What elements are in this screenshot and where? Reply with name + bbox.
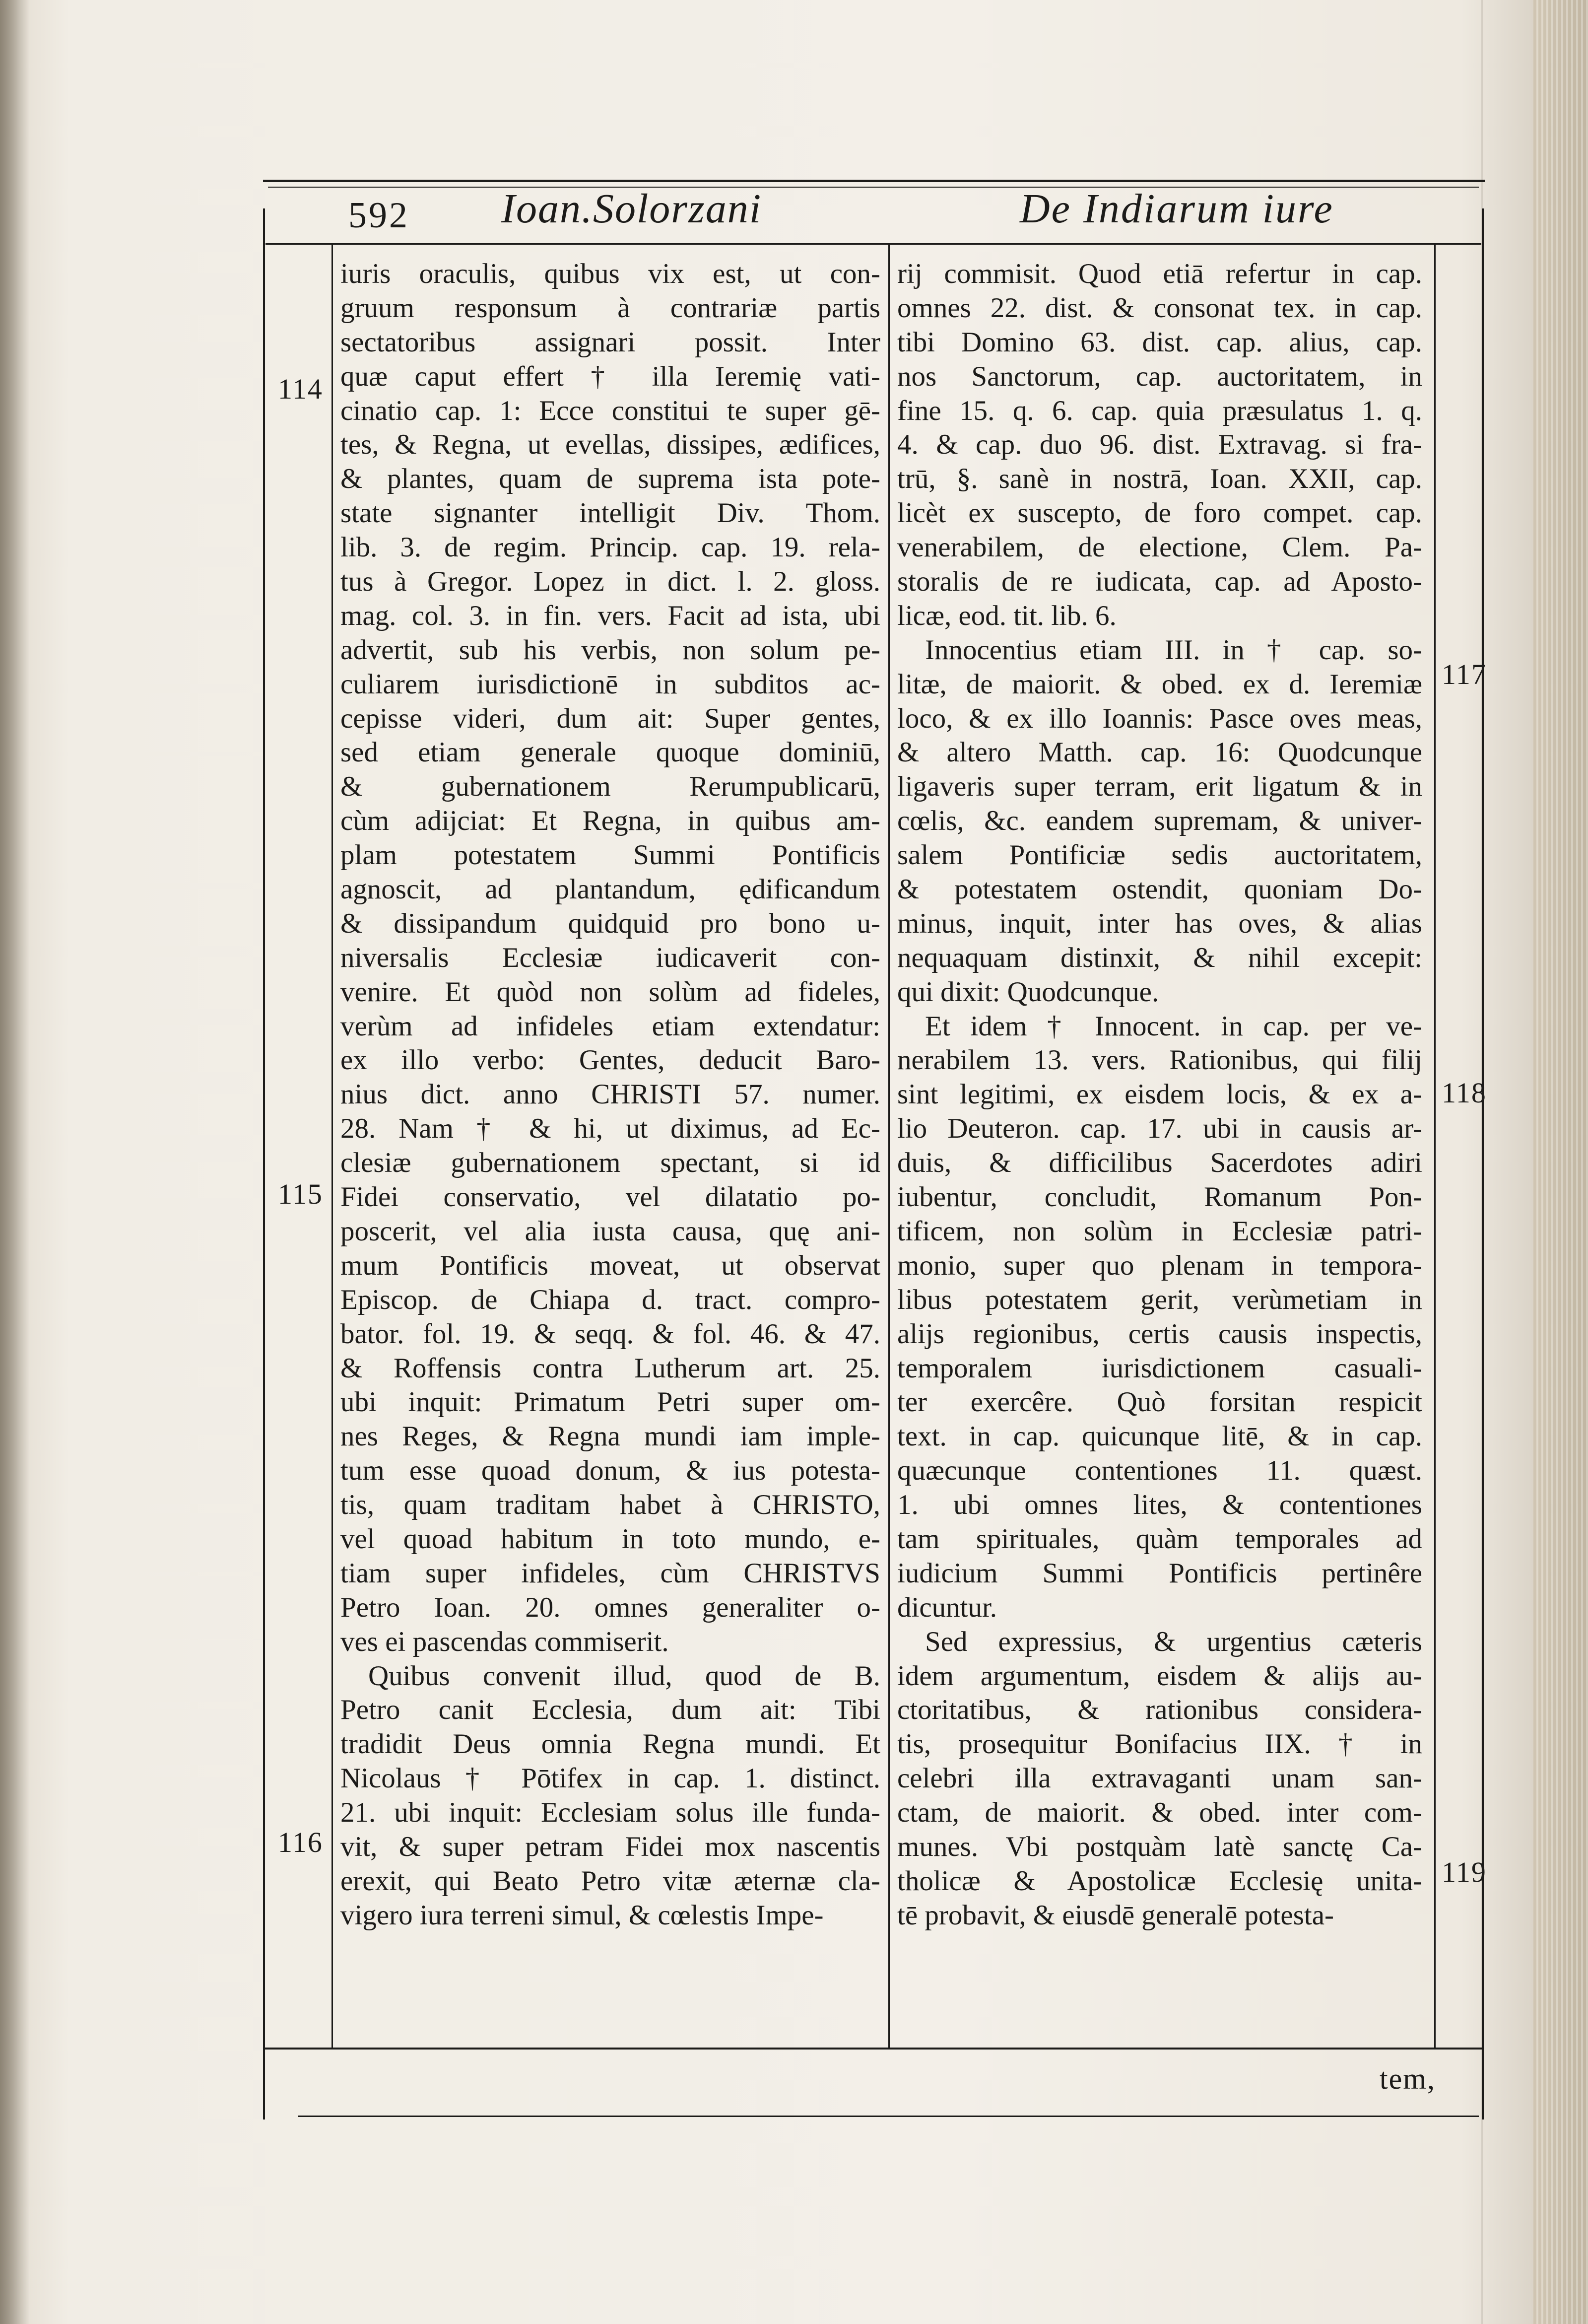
- text-line: tam spirituales, quàm temporales ad: [897, 1523, 1422, 1555]
- text-line: tus à Gregor. Lopez in dict. l. 2. gloss.: [340, 566, 880, 598]
- text-line: & gubernationem Rerumpublicarū,: [340, 771, 880, 803]
- text-line: tis, prosequitur Bonifacius IIX. † in: [897, 1728, 1422, 1760]
- text-line: salem Pontificiæ sedis auctoritatem,: [897, 839, 1422, 871]
- text-line: niversalis Ecclesiæ iudicaverit con-: [340, 942, 880, 973]
- text-line: clesiæ gubernationem spectant, si id: [340, 1147, 880, 1179]
- text-line: Fidei conservatio, vel dilatatio po-: [340, 1181, 880, 1213]
- text-line: ex illo verbo: Gentes, deducit Baro-: [340, 1044, 880, 1076]
- text-line: & altero Matth. cap. 16: Quodcunque: [897, 737, 1422, 768]
- margin-number: 117: [1442, 658, 1487, 690]
- text-line: agnoscit, ad plantandum, ędificandum: [340, 874, 880, 905]
- text-line: 1. ubi omnes lites, & contentiones: [897, 1489, 1422, 1521]
- text-line: ctoritatibus, & rationibus considera-: [897, 1694, 1422, 1726]
- text-line: state signanter intelligit Div. Thom.: [340, 497, 880, 529]
- text-line: qui dixit: Quodcunque.: [897, 976, 1159, 1008]
- text-line: sint legitimi, ex eisdem locis, & ex a-: [897, 1079, 1422, 1110]
- text-line: iubentur, concludit, Romanum Pon-: [897, 1181, 1422, 1213]
- text-line: nos Sanctorum, cap. auctoritatem, in: [897, 360, 1422, 392]
- outer-left-rule: [263, 208, 265, 2119]
- text-line: Innocentius etiam III. in † cap. so-: [925, 634, 1422, 666]
- text-line: Episcop. de Chiapa d. tract. compro-: [340, 1284, 880, 1315]
- text-line: sed etiam generale quoque dominiū,: [340, 737, 880, 768]
- text-line: trū, §. sanè in nostrā, Ioan. XXII, cap.: [897, 463, 1422, 495]
- text-line: lib. 3. de regim. Princip. cap. 19. rela-: [340, 532, 880, 563]
- text-line: alijs regionibus, certis causis inspectis,: [897, 1318, 1422, 1350]
- text-line: cinatio cap. 1: Ecce constitui te super gē-: [340, 395, 880, 426]
- text-line: ves ei pascendas commiserit.: [340, 1626, 669, 1657]
- text-line: gruum responsum à contrariæ partis: [340, 292, 880, 324]
- text-line: tē probavit, & eiusdē generalē potesta-: [897, 1899, 1334, 1931]
- text-line: rij commisit. Quod etiā refertur in cap.: [897, 258, 1422, 289]
- text-line: lio Deuteron. cap. 17. ubi in causis ar-: [897, 1113, 1422, 1145]
- text-line: ubi inquit: Primatum Petri super om-: [340, 1386, 880, 1418]
- outer-right-rule: [1482, 208, 1484, 2119]
- text-line: tradidit Deus omnia Regna mundi. Et: [340, 1728, 880, 1760]
- text-line: Quibus convenit illud, quod de B.: [368, 1660, 880, 1692]
- text-line: licæ, eod. tit. lib. 6.: [897, 600, 1117, 631]
- column-divider: [888, 244, 890, 2049]
- text-line: Nicolaus † Pōtifex in cap. 1. distinct.: [340, 1763, 880, 1794]
- text-line: sectatoribus assignari possit. Inter: [340, 326, 880, 358]
- text-line: nes Reges, & Regna mundi iam imple-: [340, 1421, 880, 1452]
- text-line: 28. Nam † & hi, ut diximus, ad Ec-: [340, 1113, 880, 1145]
- text-line: nius dict. anno CHRISTI 57. numer.: [340, 1079, 880, 1110]
- text-line: quæ caput effert † illa Ieremię vati-: [340, 360, 880, 392]
- text-column-left: [340, 257, 880, 1933]
- text-line: tes, & Regna, ut evellas, dissipes, ædifices,: [340, 429, 880, 461]
- text-line: dicuntur.: [897, 1591, 997, 1623]
- top-rule-thick: [263, 180, 1485, 182]
- text-line: cœlis, &c. eandem supremam, & univer-: [897, 805, 1422, 837]
- text-line: tibi Domino 63. dist. cap. alius, cap.: [897, 326, 1422, 358]
- text-line: verùm ad infideles etiam extendatur:: [340, 1010, 880, 1042]
- text-line: venire. Et quòd non solùm ad fideles,: [340, 976, 880, 1008]
- page-number: 592: [348, 195, 409, 236]
- text-line: erexit, qui Beato Petro vitæ æternæ cla-: [340, 1865, 880, 1897]
- text-line: cùm adijciat: Et Regna, in quibus am-: [340, 805, 880, 837]
- text-line: & plantes, quam de suprema ista pote-: [340, 463, 880, 495]
- text-line: & potestatem ostendit, quoniam Do-: [897, 874, 1422, 905]
- text-line: munes. Vbi postquàm latè sanctę Ca-: [897, 1831, 1422, 1862]
- text-line: ligaveris super terram, erit ligatum & in: [897, 771, 1422, 803]
- text-line: tum esse quoad donum, & ius potesta-: [340, 1455, 880, 1487]
- text-line: licèt ex suscepto, de foro compet. cap.: [897, 497, 1422, 529]
- text-line: nerabilem 13. vers. Rationibus, qui filij: [897, 1044, 1422, 1076]
- text-line: libus potestatem gerit, verùmetiam in: [897, 1284, 1422, 1315]
- text-line: ctam, de maiorit. & obed. inter com-: [897, 1797, 1422, 1829]
- left-frame-rule: [331, 244, 333, 2049]
- text-line: mag. col. 3. in fin. vers. Facit ad ista, ubi: [340, 600, 880, 631]
- text-line: Et idem † Innocent. in cap. per ve-: [925, 1010, 1422, 1042]
- text-line: & Roffensis contra Lutherum art. 25.: [340, 1352, 880, 1384]
- text-line: & dissipandum quidquid pro bono u-: [340, 907, 880, 939]
- text-line: iuris oraculis, quibus vix est, ut con-: [340, 258, 880, 289]
- text-line: litæ, de maiorit. & obed. ex d. Ieremiæ: [897, 668, 1422, 700]
- text-line: vel quoad habitum in toto mundo, e-: [340, 1523, 880, 1555]
- text-line: quæcunque contentiones 11. quæst.: [897, 1455, 1422, 1487]
- text-line: tificem, non solùm in Ecclesiæ patri-: [897, 1215, 1422, 1247]
- running-head: [278, 185, 1459, 239]
- running-title: De Indiarum iure: [1020, 186, 1334, 232]
- text-line: iudicium Summi Pontificis pertinêre: [897, 1557, 1422, 1589]
- text-line: celebri illa extravaganti unam san-: [897, 1763, 1422, 1794]
- text-line: fine 15. q. 6. cap. quia præsulatus 1. q.: [897, 395, 1422, 426]
- text-line: temporalem iurisdictionem casuali-: [897, 1352, 1422, 1384]
- text-line: idem argumentum, eisdem & alijs au-: [897, 1660, 1422, 1692]
- text-line: loco, & ex illo Ioannis: Pasce oves meas,: [897, 702, 1422, 734]
- text-line: culiarem iurisdictionē in subditos ac-: [340, 668, 880, 700]
- foot-rule: [298, 2116, 1479, 2117]
- text-line: advertit, sub his verbis, non solum pe-: [340, 634, 880, 666]
- text-line: venerabilem, de electione, Clem. Pa-: [897, 532, 1422, 563]
- text-line: plam potestatem Summi Pontificis: [340, 839, 880, 871]
- text-line: vit, & super petram Fidei mox nascentis: [340, 1831, 880, 1862]
- margin-number: 118: [1442, 1077, 1487, 1109]
- text-line: storalis de re iudicata, cap. ad Aposto-: [897, 566, 1422, 598]
- head-rule: [265, 243, 1481, 245]
- text-line: monio, super quo plenam in tempora-: [897, 1249, 1422, 1281]
- text-line: minus, inquit, inter has oves, & alias: [897, 907, 1422, 939]
- margin-number: 119: [1442, 1856, 1487, 1888]
- margin-number: 116: [278, 1826, 323, 1858]
- text-line: omnes 22. dist. & consonat tex. in cap.: [897, 292, 1422, 324]
- text-column-right: [897, 257, 1422, 1933]
- text-line: text. in cap. quicunque litē, & in cap.: [897, 1421, 1422, 1452]
- page-edge-stack: [1533, 0, 1588, 2324]
- bottom-rule: [263, 2048, 1483, 2050]
- right-frame-rule: [1434, 244, 1436, 2049]
- text-line: Petro Ioan. 20. omnes generaliter o-: [340, 1591, 880, 1623]
- text-line: mum Pontificis moveat, ut observat: [340, 1249, 880, 1281]
- text-line: bator. fol. 19. & seqq. & fol. 46. & 47.: [340, 1318, 880, 1350]
- text-line: Sed expressius, & urgentius cæteris: [925, 1626, 1422, 1657]
- text-line: tholicæ & Apostolicæ Ecclesię unita-: [897, 1865, 1422, 1897]
- text-line: tiam super infideles, cùm CHRISTVS: [340, 1557, 880, 1589]
- text-line: vigero iura terreni simul, & cœlestis Impe-: [340, 1899, 824, 1931]
- text-line: cepisse videri, dum ait: Super gentes,: [340, 702, 880, 734]
- text-line: 4. & cap. duo 96. dist. Extravag. si fra-: [897, 429, 1422, 461]
- text-line: 21. ubi inquit: Ecclesiam solus ille funda-: [340, 1797, 880, 1829]
- text-line: nequaquam distinxit, & nihil excepit:: [897, 942, 1422, 973]
- margin-number: 115: [278, 1178, 323, 1210]
- running-author: Ioan.Solorzani: [501, 186, 762, 232]
- catchword: tem,: [1380, 2062, 1436, 2095]
- text-line: ter exercêre. Quò forsitan respicit: [897, 1386, 1422, 1418]
- text-line: duis, & difficilibus Sacerdotes adiri: [897, 1147, 1422, 1179]
- binding-shadow: [0, 0, 30, 2324]
- margin-number: 114: [278, 373, 323, 405]
- text-line: Petro canit Ecclesia, dum ait: Tibi: [340, 1694, 880, 1726]
- text-line: tis, quam traditam habet à CHRISTO,: [340, 1489, 880, 1521]
- text-line: poscerit, vel alia iusta causa, quę ani-: [340, 1215, 880, 1247]
